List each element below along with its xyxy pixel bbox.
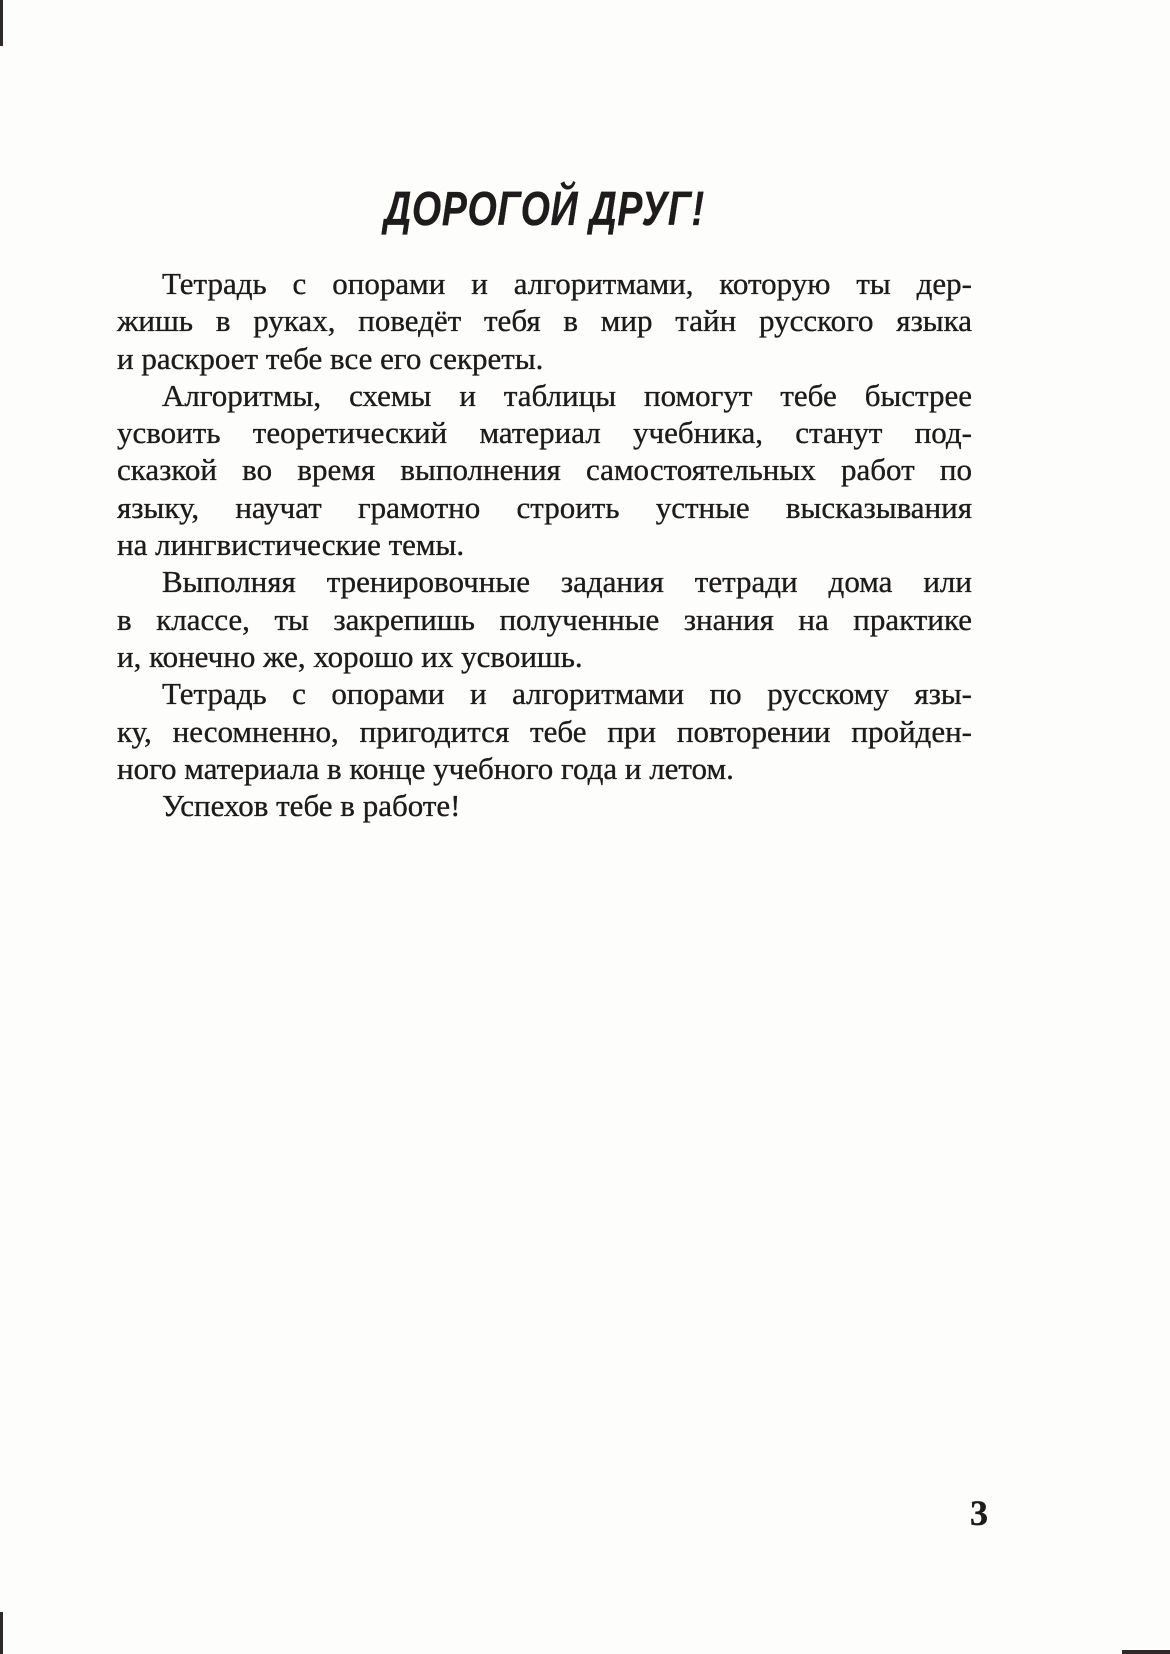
text-line: ку, несомненно, пригодится тебе при повторении пройден- xyxy=(117,713,972,749)
text-line: Тетрадь с опорами и алгоритмами по русскому язы- xyxy=(162,676,972,712)
scan-edge-artifact-bottom-left xyxy=(0,1612,3,1654)
text-line: Тетрадь с опорами и алгоритмами, которую ты дер- xyxy=(162,266,972,301)
text-line: и раскроет тебе все его секреты. xyxy=(117,340,544,376)
text-line: Выполняя тренировочные задания тетради дома или xyxy=(162,564,972,600)
text-line: и, конечно же, хорошо их усвоишь. xyxy=(117,638,583,674)
page-number: 3 xyxy=(970,1493,988,1533)
text-line: языку, научат грамотно строить устные высказывания xyxy=(117,489,972,525)
scan-edge-artifact-bottom-right xyxy=(1122,1650,1170,1654)
text-line: Успехов тебе в работе! xyxy=(162,788,461,824)
text-line: в классе, ты закрепишь полученные знания на практике xyxy=(117,601,972,637)
text-line: сказкой во время выполнения самостоятельных работ по xyxy=(117,452,972,488)
text-line: Алгоритмы, схемы и таблицы помогут тебе быстрее xyxy=(162,377,972,413)
scan-edge-artifact-top-left xyxy=(0,0,3,46)
body-text xyxy=(117,265,972,824)
text-line: усвоить теоретический материал учебника, станут под- xyxy=(117,415,972,451)
text-line: ного материала в конце учебного года и летом. xyxy=(117,750,734,786)
page-title: ДОРОГОЙ ДРУГ! xyxy=(384,183,705,236)
text-line: жишь в руках, поведёт тебя в мир тайн русского языка xyxy=(117,303,972,339)
text-line: на лингвистические темы. xyxy=(117,527,465,563)
